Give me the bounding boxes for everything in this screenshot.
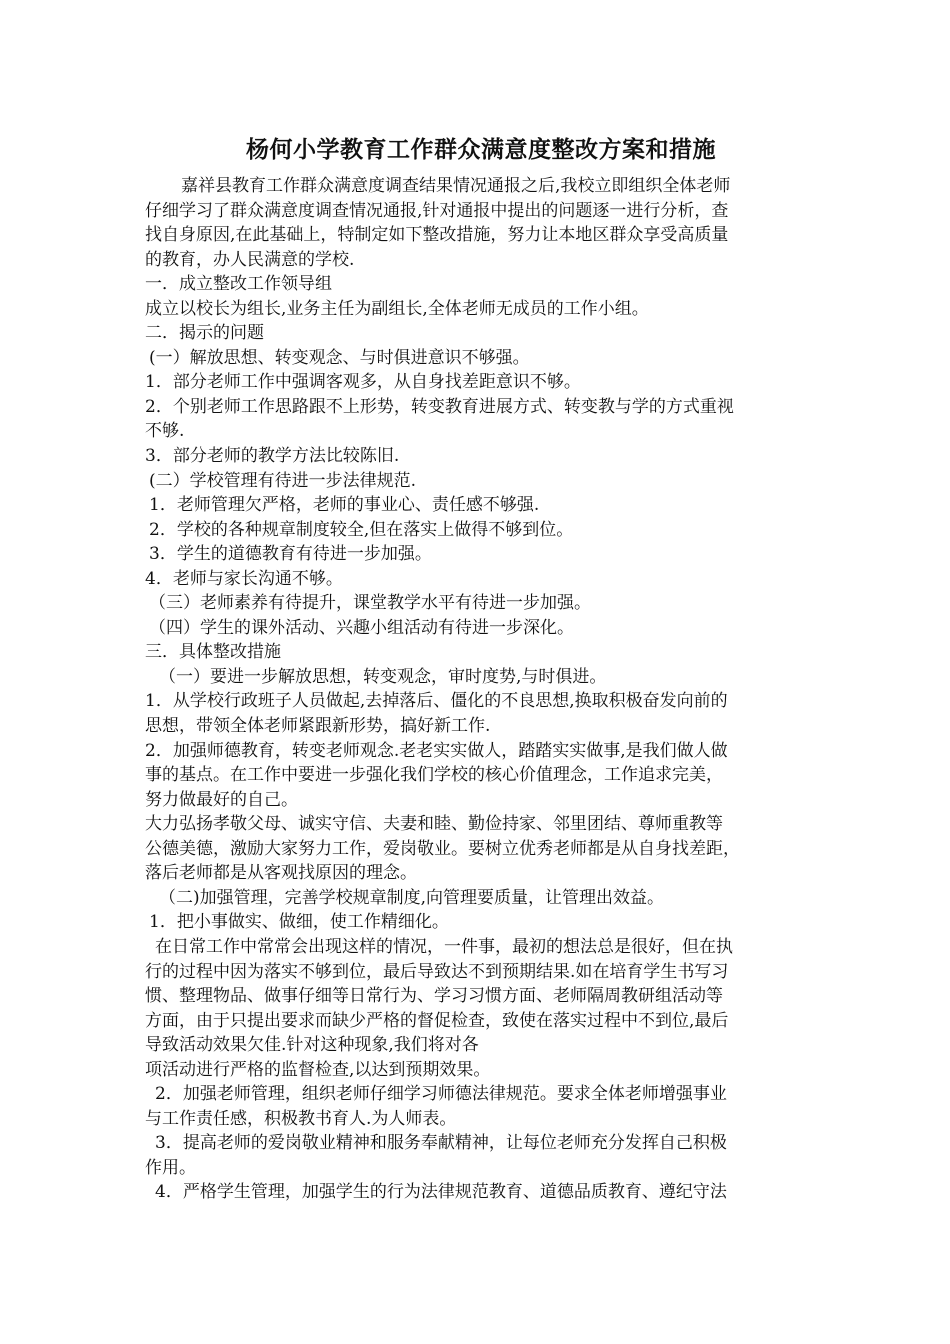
body-line: 在日常工作中常常会出现这样的情况，一件事，最初的想法总是很好，但在执 xyxy=(155,936,733,957)
list-item: 1．老师管理欠严格，老师的事业心、责任感不够强. xyxy=(149,495,540,516)
subsection-heading: （一）要进一步解放思想，转变观念，审时度势,与时俱进。 xyxy=(159,666,607,687)
list-item: 4．严格学生管理，加强学生的行为法律规范教育、道德品质教育、遵纪守法 xyxy=(155,1182,727,1203)
subsection-heading: （四）学生的课外活动、兴趣小组活动有待进一步深化。 xyxy=(149,617,574,638)
list-item: 2．学校的各种规章制度较全,但在落实上做得不够到位。 xyxy=(149,519,574,540)
list-item: 1．把小事做实、做细，使工作精细化。 xyxy=(149,912,449,933)
list-item: 1．从学校行政班子人员做起,去掉落后、僵化的不良思想,换取积极奋发向前的 xyxy=(145,691,728,712)
list-item: 2．个别老师工作思路跟不上形势，转变教育进展方式、转变教与学的方式重视 xyxy=(145,396,734,417)
body-line: 行的过程中因为落实不够到位，最后导致达不到预期结果.如在培育学生书写习 xyxy=(145,961,729,982)
body-line: 作用。 xyxy=(145,1157,196,1178)
section-heading: 一．成立整改工作领导组 xyxy=(145,274,332,295)
subsection-heading: (二）学校管理有待进一步法律规范. xyxy=(149,470,417,491)
body-line: 导致活动效果欠佳.针对这种现象,我们将对各 xyxy=(145,1035,479,1056)
document-page xyxy=(145,130,817,1205)
body-line: 嘉祥县教育工作群众满意度调查结果情况通报之后,我校立即组织全体老师 xyxy=(181,176,731,196)
list-item: 3．部分老师的教学方法比较陈旧. xyxy=(145,446,400,467)
subsection-heading: (一）解放思想、转变观念、与时俱进意识不够强。 xyxy=(149,347,530,368)
document-title: 杨何小学教育工作群众满意度整改方案和措施 xyxy=(246,137,716,163)
body-line: 不够. xyxy=(145,421,185,442)
body-line: 仔细学习了群众满意度调查情况通报,针对通报中提出的问题逐一进行分析，查 xyxy=(145,200,729,221)
body-line: 的教育，办人民满意的学校. xyxy=(145,249,355,270)
body-line: 大力弘扬孝敬父母、诚实守信、夫妻和睦、勤俭持家、邻里团结、尊师重教等 xyxy=(145,814,723,835)
body-line: 成立以校长为组长,业务主任为副组长,全体老师无成员的工作小组。 xyxy=(145,298,649,319)
list-item: 2．加强老师管理，组织老师仔细学习师德法律规范。要求全体老师增强事业 xyxy=(155,1084,727,1105)
body-line: 与工作责任感，积极教书育人.为人师表。 xyxy=(145,1108,457,1129)
body-line: 找自身原因,在此基础上，特制定如下整改措施，努力让本地区群众享受高质量 xyxy=(145,225,729,246)
subsection-heading: （三）老师素养有待提升，课堂教学水平有待进一步加强。 xyxy=(149,593,591,614)
body-line: 落后老师都是从客观找原因的理念。 xyxy=(145,863,417,884)
list-item: 3．学生的道德教育有待进一步加强。 xyxy=(149,544,432,565)
body-line: 公德美德，激励大家努力工作，爱岗敬业。要树立优秀老师都是从自身找差距， xyxy=(145,838,740,859)
body-line: 项活动进行严格的监督检查,以达到预期效果。 xyxy=(145,1059,491,1080)
body-line: 方面，由于只提出要求而缺少严格的督促检查，致使在落实过程中不到位,最后 xyxy=(145,1010,729,1031)
body-line: 惯、整理物品、做事仔细等日常行为、学习习惯方面、老师隔周教研组活动等 xyxy=(145,986,723,1007)
body-line: 事的基点。在工作中要进一步强化我们学校的核心价值理念，工作追求完美， xyxy=(145,765,723,786)
list-item: 4．老师与家长沟通不够。 xyxy=(145,568,343,589)
subsection-heading: （二)加强管理，完善学校规章制度,向管理要质量，让管理出效益。 xyxy=(159,887,665,908)
body-line: 思想，带领全体老师紧跟新形势，搞好新工作. xyxy=(145,716,491,737)
section-heading: 二．揭示的问题 xyxy=(145,323,264,344)
list-item: 3．提高老师的爱岗敬业精神和服务奉献精神，让每位老师充分发挥自己积极 xyxy=(155,1133,727,1154)
body-line: 努力做最好的自己。 xyxy=(145,789,298,810)
document-body xyxy=(145,174,817,1205)
list-item: 1．部分老师工作中强调客观多，从自身找差距意识不够。 xyxy=(145,372,581,393)
list-item: 2．加强师德教育，转变老师观念.老老实实做人，踏踏实实做事,是我们做人做 xyxy=(145,740,728,761)
section-heading: 三．具体整改措施 xyxy=(145,642,281,663)
